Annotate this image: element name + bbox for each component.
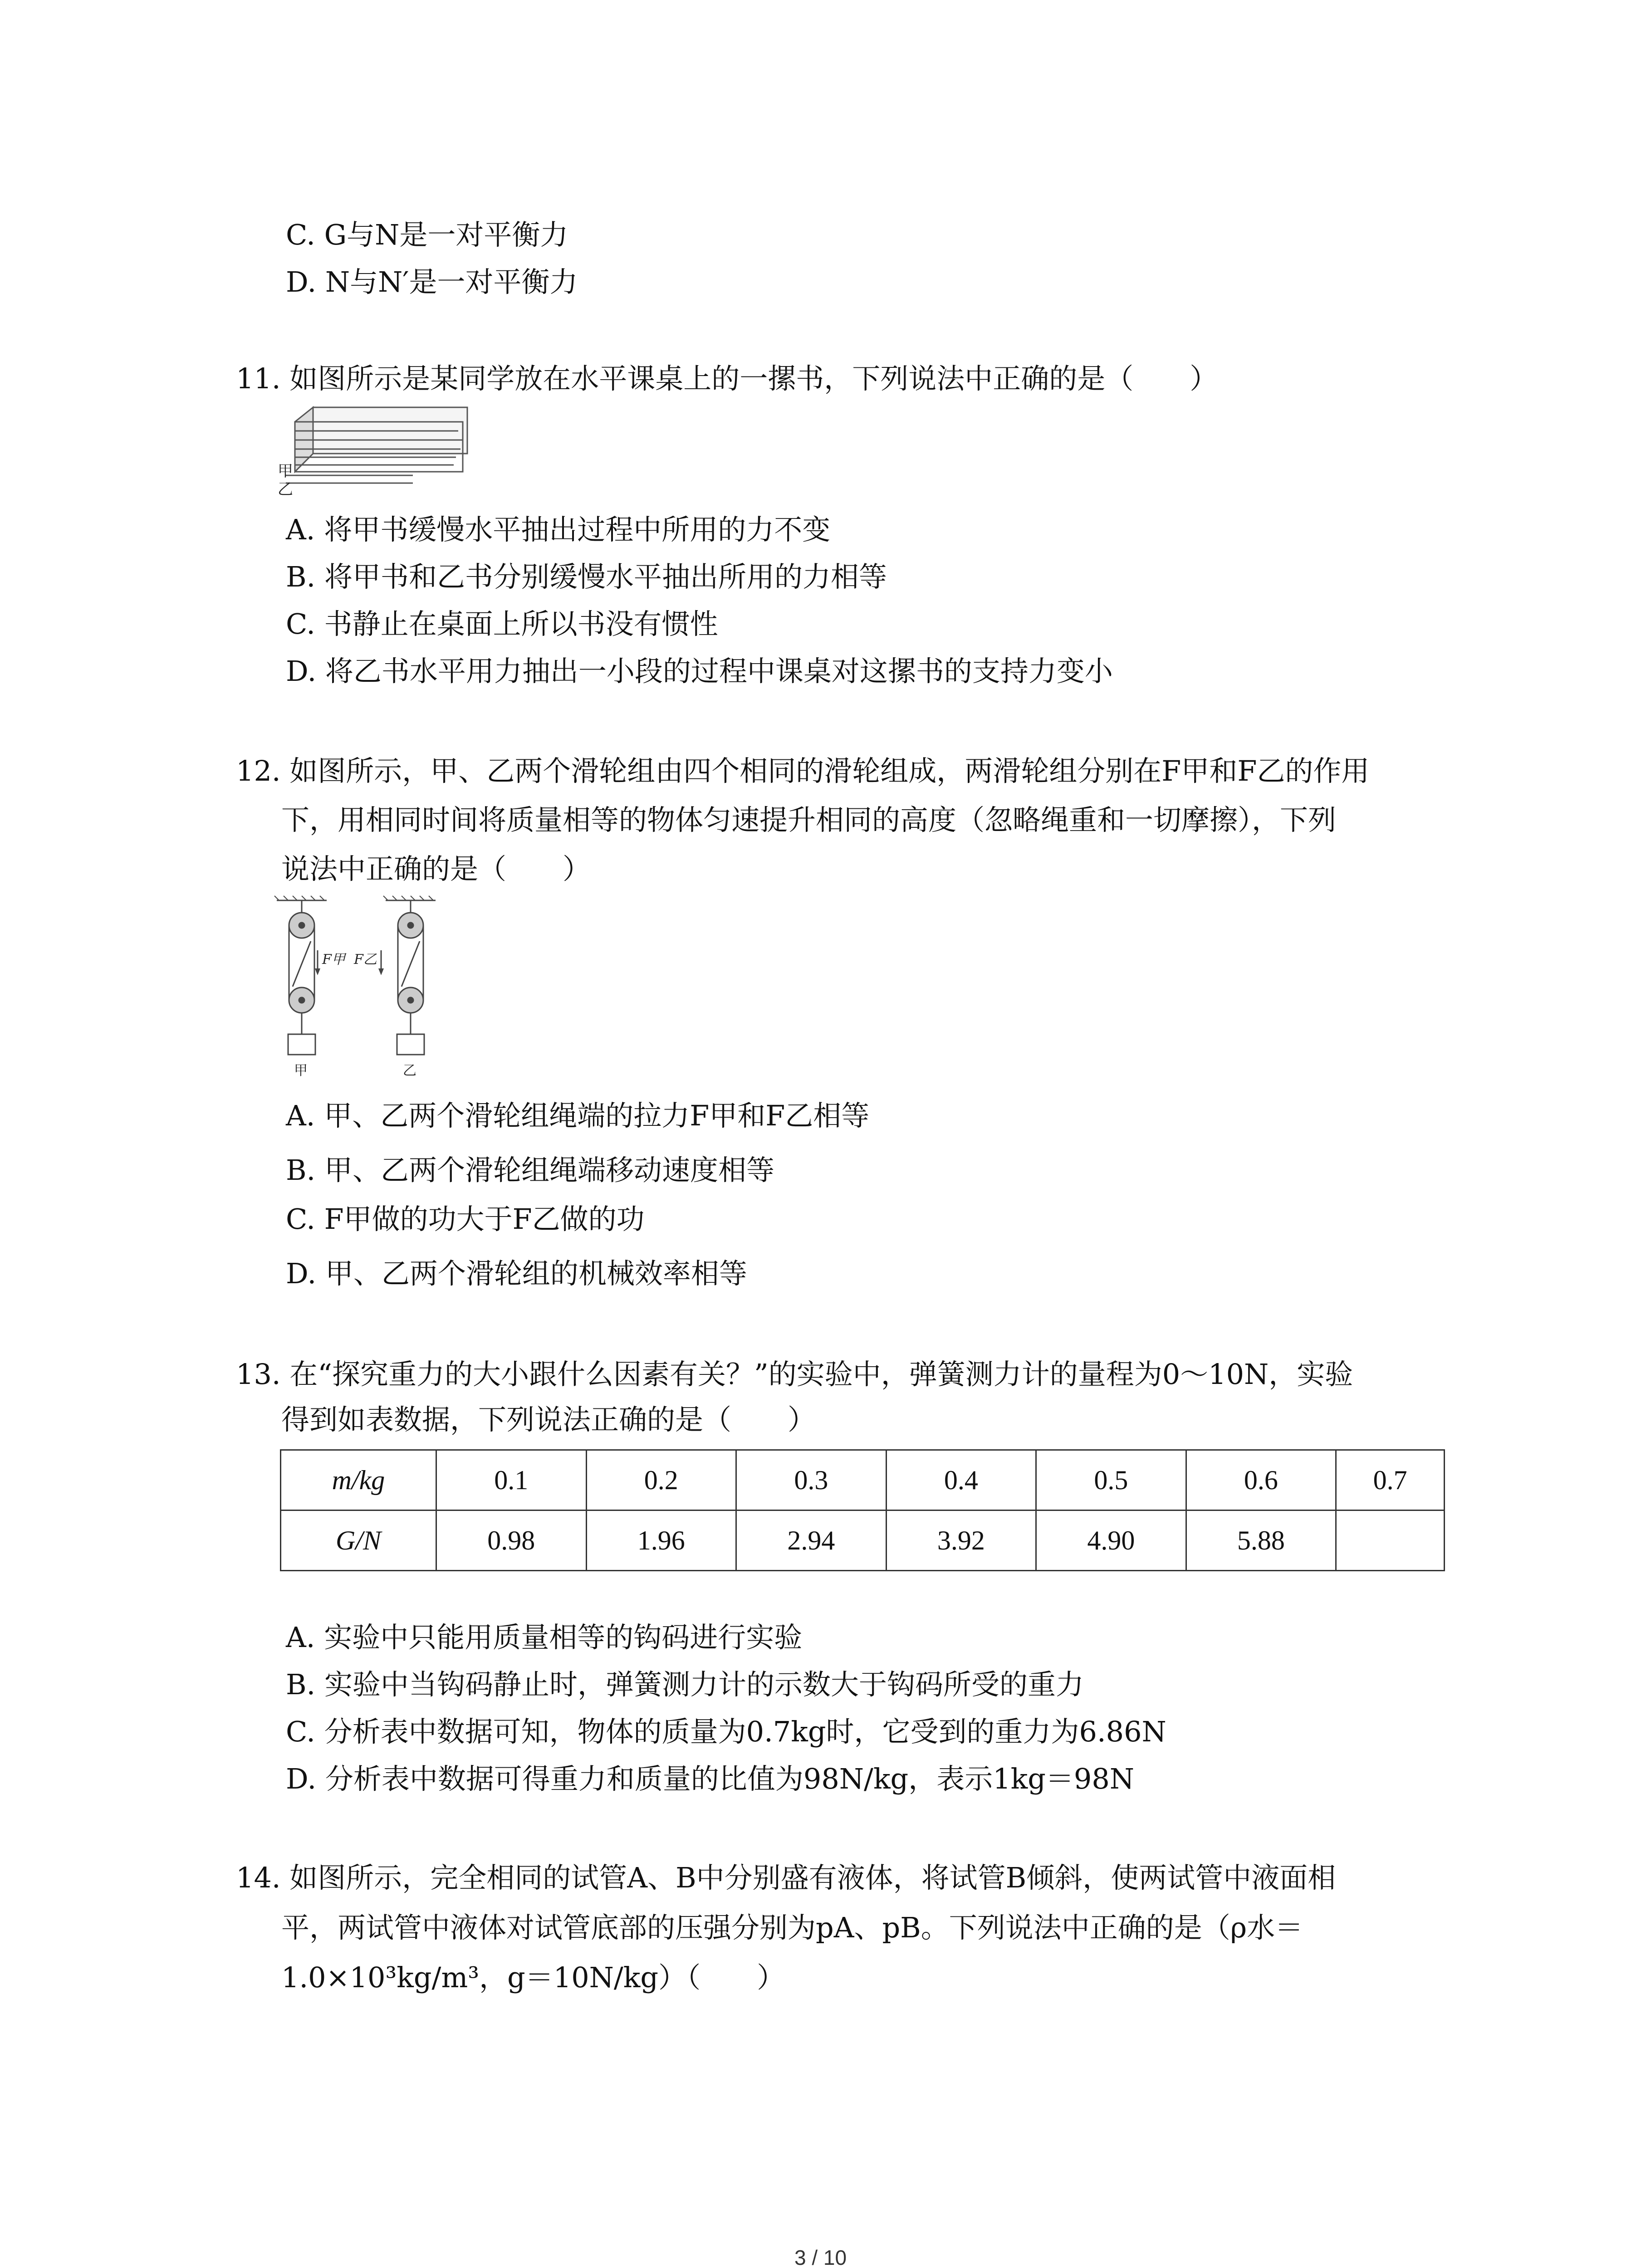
q13-stem-line1: 13. 在“探究重力的大小跟什么因素有关？”的实验中，弹簧测力计的量程为0～10N，实验: [236, 1358, 1353, 1391]
page-number: 3 / 10: [794, 2246, 847, 2268]
q12-label-jia: 甲: [294, 1063, 308, 1079]
q11-stem: 11. 如图所示是某同学放在水平课桌上的一摞书，下列说法中正确的是（ ）: [236, 362, 1218, 395]
table-cell: 2.94: [736, 1510, 887, 1571]
q14-stem-line1: 14. 如图所示，完全相同的试管A、B中分别盛有液体，将试管B倾斜，使两试管中液面相: [236, 1861, 1336, 1894]
table-row: [281, 1450, 1445, 1510]
q14-stem-line3: 1.0×10³kg/m³，g＝10N/kg）（ ）: [281, 1961, 785, 1994]
q14-stem-line2: 平，两试管中液体对试管底部的压强分别为pA、pB。下列说法中正确的是（ρ水＝: [281, 1911, 1303, 1944]
table-cell: 5.88: [1186, 1510, 1336, 1571]
q13-option-c: C. 分析表中数据可知，物体的质量为0.7kg时，它受到的重力为6.86N: [286, 1715, 1166, 1748]
table-header-mass: m/kg: [281, 1450, 436, 1510]
q13-option-a: A. 实验中只能用质量相等的钩码进行实验: [286, 1621, 803, 1654]
table-cell: 3.92: [886, 1510, 1036, 1571]
q11-option-d: D. 将乙书水平用力抽出一小段的过程中课桌对这摞书的支持力变小: [286, 655, 1113, 688]
table-header-gravity: G/N: [281, 1510, 436, 1571]
q12-stem-line2: 下，用相同时间将质量相等的物体匀速提升相同的高度（忽略绳重和一切摩擦），下列: [281, 803, 1337, 836]
table-cell: [1336, 1510, 1445, 1571]
q12-option-b: B. 甲、乙两个滑轮组绳端移动速度相等: [286, 1154, 774, 1187]
q12-pulley-figure: [272, 896, 454, 1086]
q10-option-d: D. N与N′是一对平衡力: [286, 265, 578, 298]
q11-option-c: C. 书静止在桌面上所以书没有惯性: [286, 607, 718, 640]
table-cell: 0.7: [1336, 1450, 1445, 1510]
table-cell: 0.4: [886, 1450, 1036, 1510]
q11-option-a: A. 将甲书缓慢水平抽出过程中所用的力不变: [286, 513, 831, 546]
table-cell: 0.98: [436, 1510, 587, 1571]
table-cell: 4.90: [1036, 1510, 1186, 1571]
table-cell: 1.96: [586, 1510, 736, 1571]
q12-option-c: C. F甲做的功大于F乙做的功: [286, 1202, 645, 1236]
q12-label-f-yi: F乙: [354, 952, 377, 968]
q13-data-table: [280, 1449, 1445, 1571]
q13-option-d: D. 分析表中数据可得重力和质量的比值为98N/kg，表示1kg＝98N: [286, 1762, 1135, 1795]
table-row: [281, 1510, 1445, 1571]
q12-stem-line1: 12. 如图所示，甲、乙两个滑轮组由四个相同的滑轮组成，两滑轮组分别在F甲和F乙的作用: [236, 754, 1370, 787]
table-cell: 0.6: [1186, 1450, 1336, 1510]
q12-label-yi: 乙: [403, 1063, 416, 1079]
q12-option-a: A. 甲、乙两个滑轮组绳端的拉力F甲和F乙相等: [286, 1099, 870, 1132]
q11-book-stack-figure: [277, 404, 476, 508]
q12-option-d: D. 甲、乙两个滑轮组的机械效率相等: [286, 1257, 747, 1290]
q10-option-c: C. G与N是一对平衡力: [286, 218, 568, 251]
q12-stem-line3: 说法中正确的是（ ）: [281, 852, 591, 885]
table-cell: 0.3: [736, 1450, 887, 1510]
q11-label-jia: 甲: [278, 462, 293, 480]
q11-option-b: B. 将甲书和乙书分别缓慢水平抽出所用的力相等: [286, 560, 887, 593]
q13-option-b: B. 实验中当钩码静止时，弹簧测力计的示数大于钩码所受的重力: [286, 1668, 1084, 1701]
q12-label-f-jia: F甲: [322, 952, 345, 968]
q13-stem-line2: 得到如表数据，下列说法正确的是（ ）: [281, 1403, 816, 1436]
table-cell: 0.2: [586, 1450, 736, 1510]
q11-label-yi: 乙: [278, 480, 293, 499]
table-cell: 0.1: [436, 1450, 587, 1510]
table-cell: 0.5: [1036, 1450, 1186, 1510]
